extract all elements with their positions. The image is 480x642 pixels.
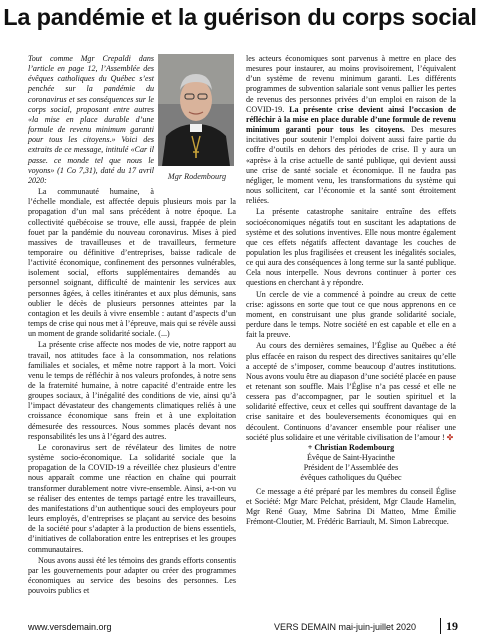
portrait-image (158, 54, 234, 166)
page-footer (28, 620, 456, 636)
signature-name: + Christian Rodembourg (307, 442, 395, 452)
signature-line-3: évêques catholiques du Québec (300, 473, 402, 483)
intro-paragraph: Tout comme Mgr Crepaldi dans l’article en page 12, l’Assemblée des évêques catholiques du Québec s’est penchée sur la pandémie du coronavirus et ses conséquences sur le corps social, proposant entre autres «la mise en place durable d’une formule de revenu minimum garanti pour tous les citoyens.» Voici des extraits de ce message, intitulé «Car il passe. ce monde tel que nous le voyons» (1 Co 7,31), daté du 17 avril 2020: (28, 54, 154, 185)
right-paragraph-1-start: les acteurs économiques sont parvenus à mettre en place des mesures pour instaurer, au moins provisoirement, l’équivalent d’un système de revenu minimum garanti. Les différents programmes de subvention salariale sont venus pallier les pertes de revenus des personnes privées d’un emploi en raison de la COVID-19. (246, 54, 456, 114)
signature-block (246, 443, 456, 484)
right-paragraph-1-bold: La présente crise devient ainsi l’occasion de réfléchir à la mise en place durable d’une formule de revenu minimum garanti pour tous les citoyens. (246, 104, 456, 135)
right-paragraph-1 (246, 54, 456, 206)
footer-separator (440, 618, 441, 634)
right-paragraph-2: La présente catastrophe sanitaire entraîne des effets socioéconomiques négatifs tout en suscitant les adaptations de système et des solutions inventives. Elle nous montre également que ces effets négatifs affectent davantage les couches de population les plus fragilisées et creusent les inégalités sociales, ce qui aura des conséquences à long terme sur la santé publique. Cela nous interpelle. Nous devrons continuer à porter ces questions en cherchant à y répondre. (246, 207, 456, 288)
right-column (246, 54, 456, 527)
left-paragraph-2: La présente crise affecte nos modes de vie, notre rapport au travail, nos attitudes face à la consommation, nos relations familiales et sociales, et même notre rapport à la mort. Voici venu le temps de réfléchir à nos valeurs profondes, à notre sens de la fraternité humaine, à notre capacité d’entraide entre les groupes sociaux, à l’inégalité des conditions de vie, ainsi qu’à l’impact dévastateur des changements climatiques reliés à une croissance économique sans frein et à une exploitation démesurée des ressources. Nous sommes placés devant nos responsabilités les uns à l’égard des autres. (28, 340, 236, 441)
footer-website: www.versdemain.org (28, 622, 112, 632)
left-paragraph-3: Le coronavirus sert de révélateur des limites de notre système socio-économique. La solidarité sociale que la propagation de la COVID-19 a réveillée chez plusieurs d’entre nous apparaît comme une réaction en chaîne qui pourrait transformer durablement notre vivre-ensemble. Ainsi, a-t-on vu se réaliser des ententes de temps partagé entre les travailleurs, des manifestations d’un authentique souci des employeurs pour leurs employés, d’entreprises se plaçant au service des besoins de la société pour s’adapter à la production de biens essentiels, d’initiatives de collaboration entre les entreprises et les groupes communautaires. (28, 442, 236, 554)
photo-box (158, 54, 236, 186)
page-number: 19 (446, 619, 458, 633)
right-paragraph-1-end: Des mesures incitatives pour soutenir l’emploi doivent aussi faire partie du coffre d’outils en dehors des périodes de crise. Il y aura un «après» à la crise actuelle de santé publique, qui devient aussi une crise de santé sociale et économique. Il ne faudra pas négliger, le moment venu, les transformations du système qui nous sollicitent, car l’économie et la santé sont étroitement reliées. (246, 125, 456, 206)
end-cross-icon: ✤ (446, 432, 454, 442)
right-paragraph-4-text: Au cours des dernières semaines, l’Église au Québec a été plus effacée en raison du respect des directives sanitaires qu’elle a accepté de s’imposer, comme beaucoup d’autres institutions. Nous avons voulu être au diapason d’une société placée en pause et retenant son souffle. Mais l’Église n’a pas cessé et elle ne cessera pas d’accompagner, par le soutien spirituel et la solidarité effective, ceux et celles qui souffrent davantage de la crise sanitaire et des bouleversements économiques qui en découlent. Continuons d’avancer ensemble pour réaliser une société plus solidaire et une véritable civilisation de l’amour ! (246, 341, 456, 442)
left-column (28, 54, 236, 596)
article-title: La pandémie et la guérison du corps social (3, 4, 477, 30)
bishop-photo (158, 54, 234, 166)
signature-line-1: Évêque de Saint-Hyacinthe (306, 453, 396, 463)
footer-magazine: VERS DEMAIN mai-juin-juillet 2020 (274, 622, 417, 632)
photo-caption: Mgr Rodembourg (167, 172, 227, 181)
closing-paragraph: Ce message a été préparé par les membres du conseil Église et Société: Mgr Marc Pelchat, président, Mgr Claude Hamelin, Mgr René Guay, Mme Sabrina Di Matteo, Mme Émilie Frémont-Cloutier, M. Frédéric Barriault, M. Simon Labrecque. (246, 486, 456, 527)
left-paragraph-1: La communauté humaine, à l’échelle mondiale, est affectée depuis plusieurs mois par la propagation d’un mal sans précédent à notre époque. La collectivité québécoise se trouve, elle aussi, frappée de plein fouet par la pandémie du nouveau coronavirus. Mises à pied massives de travailleuses et de travailleurs, fermeture temporaire ou définitive d’entreprises, baisse radicale de l’activité économique, confinement des personnes vulnérables, isolement social, efforts supplémentaires demandés au personnel soignant, difficulté de maintenir les services aux personnes âgées, à celles itinérantes et aux plus démunis, sans oublier le décès de plusieurs personnes atteintes par la contagion et les deuils à vivre ensemble : autant d’aspects d’un temps de crise qui nous met à l’épreuve, mais qui se révèle aussi un moment de grande solidarité sociale. (...) (28, 187, 236, 339)
signature-line-2: Président de l’Assemblée des (303, 463, 399, 473)
left-paragraph-4: Nous avons aussi été les témoins des grands efforts consentis par les gouvernements pour adapter ou créer des programmes économiques au service des besoins des personnes. Les pouvoirs publics et (28, 555, 236, 596)
right-paragraph-3: Un cercle de vie a commencé à poindre au creux de cette crise: agissons en sorte que tout ce que nous apprenons en ce moment, en construisant une plus grande solidarité sociale, perdure dans le temps. Notre société en est capable et elle en a fait la preuve. (246, 289, 456, 340)
right-paragraph-4 (246, 341, 456, 443)
